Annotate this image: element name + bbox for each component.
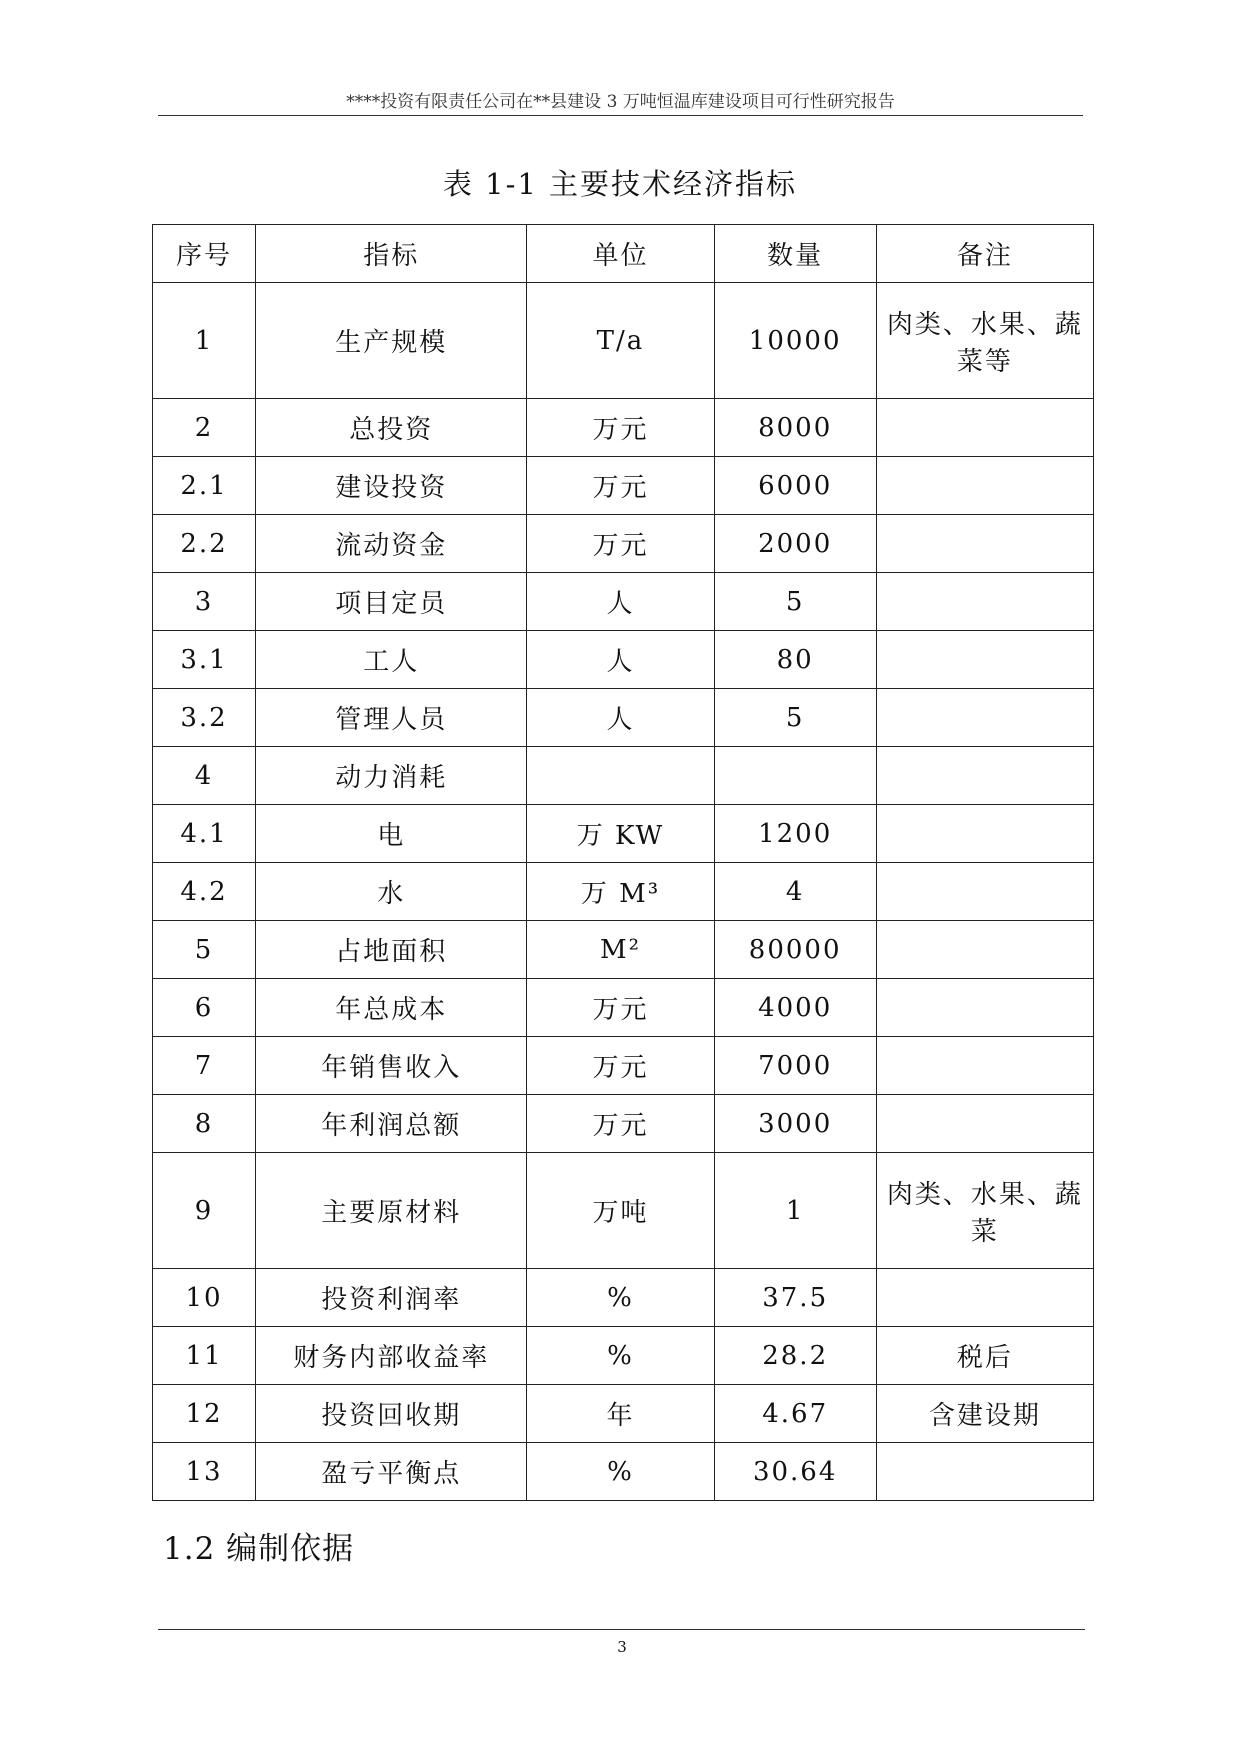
row-number-cell: 11 <box>153 1327 256 1385</box>
quantity-cell: 30.64 <box>714 1443 876 1501</box>
table-row <box>153 399 1094 457</box>
remark-cell <box>876 1269 1093 1327</box>
indicator-name-cell: 盈亏平衡点 <box>256 1443 527 1501</box>
unit-cell: T/a <box>527 283 714 399</box>
remark-cell <box>876 631 1093 689</box>
remark-cell: 税后 <box>876 1327 1093 1385</box>
row-number-cell: 4.1 <box>153 805 256 863</box>
unit-cell <box>527 747 714 805</box>
unit-cell: 万元 <box>527 515 714 573</box>
header-rule <box>158 115 1083 116</box>
indicator-name-cell: 财务内部收益率 <box>256 1327 527 1385</box>
row-number-cell: 3.1 <box>153 631 256 689</box>
row-number-cell: 12 <box>153 1385 256 1443</box>
remark-cell <box>876 805 1093 863</box>
unit-cell: 万元 <box>527 979 714 1037</box>
unit-cell: 人 <box>527 631 714 689</box>
quantity-cell: 4000 <box>714 979 876 1037</box>
column-header: 单位 <box>527 225 714 283</box>
quantity-cell: 4 <box>714 863 876 921</box>
table-row <box>153 921 1094 979</box>
row-number-cell: 13 <box>153 1443 256 1501</box>
page-number: 3 <box>617 1638 627 1656</box>
table-row <box>153 1385 1094 1443</box>
remark-cell <box>876 1095 1093 1153</box>
row-number-cell: 2.1 <box>153 457 256 515</box>
row-number-cell: 6 <box>153 979 256 1037</box>
indicator-name-cell: 动力消耗 <box>256 747 527 805</box>
table-row <box>153 283 1094 399</box>
row-number-cell: 3.2 <box>153 689 256 747</box>
quantity-cell <box>714 747 876 805</box>
row-number-cell: 5 <box>153 921 256 979</box>
remark-cell <box>876 689 1093 747</box>
table-row <box>153 1153 1094 1269</box>
remark-cell <box>876 1037 1093 1095</box>
remark-cell <box>876 979 1093 1037</box>
indicators-table <box>152 224 1094 1501</box>
unit-cell: 万元 <box>527 1095 714 1153</box>
row-number-cell: 4 <box>153 747 256 805</box>
remark-cell: 含建设期 <box>876 1385 1093 1443</box>
quantity-cell: 37.5 <box>714 1269 876 1327</box>
column-header: 序号 <box>153 225 256 283</box>
table-row <box>153 805 1094 863</box>
quantity-cell: 1 <box>714 1153 876 1269</box>
column-header: 数量 <box>714 225 876 283</box>
row-number-cell: 1 <box>153 283 256 399</box>
quantity-cell: 8000 <box>714 399 876 457</box>
running-header: ****投资有限责任公司在**县建设 3 万吨恒温库建设项目可行性研究报告 <box>346 92 895 112</box>
unit-cell: 万 M³ <box>527 863 714 921</box>
row-number-cell: 4.2 <box>153 863 256 921</box>
footer-rule <box>158 1629 1085 1630</box>
quantity-cell: 5 <box>714 689 876 747</box>
remark-cell <box>876 399 1093 457</box>
unit-cell: % <box>527 1269 714 1327</box>
unit-cell: 万元 <box>527 1037 714 1095</box>
quantity-cell: 28.2 <box>714 1327 876 1385</box>
quantity-cell: 4.67 <box>714 1385 876 1443</box>
table-row <box>153 631 1094 689</box>
table-row <box>153 1327 1094 1385</box>
unit-cell: % <box>527 1443 714 1501</box>
unit-cell: % <box>527 1327 714 1385</box>
quantity-cell: 1200 <box>714 805 876 863</box>
unit-cell: 万元 <box>527 399 714 457</box>
quantity-cell: 5 <box>714 573 876 631</box>
indicator-name-cell: 生产规模 <box>256 283 527 399</box>
indicator-name-cell: 水 <box>256 863 527 921</box>
indicator-name-cell: 流动资金 <box>256 515 527 573</box>
row-number-cell: 7 <box>153 1037 256 1095</box>
indicator-name-cell: 主要原材料 <box>256 1153 527 1269</box>
quantity-cell: 2000 <box>714 515 876 573</box>
table-row <box>153 979 1094 1037</box>
unit-cell: 人 <box>527 689 714 747</box>
quantity-cell: 10000 <box>714 283 876 399</box>
indicator-name-cell: 总投资 <box>256 399 527 457</box>
column-header: 备注 <box>876 225 1093 283</box>
indicator-name-cell: 建设投资 <box>256 457 527 515</box>
section-heading: 1.2 编制依据 <box>163 1531 355 1567</box>
table-row <box>153 1095 1094 1153</box>
quantity-cell: 6000 <box>714 457 876 515</box>
table-row <box>153 457 1094 515</box>
row-number-cell: 9 <box>153 1153 256 1269</box>
remark-cell <box>876 747 1093 805</box>
remark-cell <box>876 457 1093 515</box>
row-number-cell: 2.2 <box>153 515 256 573</box>
row-number-cell: 8 <box>153 1095 256 1153</box>
indicator-name-cell: 电 <box>256 805 527 863</box>
indicator-name-cell: 年销售收入 <box>256 1037 527 1095</box>
unit-cell: 万吨 <box>527 1153 714 1269</box>
remark-cell: 肉类、水果、蔬菜 <box>876 1153 1093 1269</box>
table-row <box>153 747 1094 805</box>
table-row <box>153 863 1094 921</box>
row-number-cell: 2 <box>153 399 256 457</box>
unit-cell: 人 <box>527 573 714 631</box>
indicator-name-cell: 工人 <box>256 631 527 689</box>
remark-cell <box>876 921 1093 979</box>
indicator-name-cell: 投资回收期 <box>256 1385 527 1443</box>
quantity-cell: 3000 <box>714 1095 876 1153</box>
indicator-name-cell: 投资利润率 <box>256 1269 527 1327</box>
indicator-name-cell: 管理人员 <box>256 689 527 747</box>
unit-cell: M² <box>527 921 714 979</box>
table-row <box>153 1269 1094 1327</box>
remark-cell <box>876 573 1093 631</box>
indicator-name-cell: 年利润总额 <box>256 1095 527 1153</box>
table-body <box>153 283 1094 1501</box>
row-number-cell: 10 <box>153 1269 256 1327</box>
unit-cell: 万 KW <box>527 805 714 863</box>
remark-cell <box>876 515 1093 573</box>
unit-cell: 万元 <box>527 457 714 515</box>
row-number-cell: 3 <box>153 573 256 631</box>
quantity-cell: 7000 <box>714 1037 876 1095</box>
indicator-name-cell: 年总成本 <box>256 979 527 1037</box>
table-caption: 表 1-1 主要技术经济指标 <box>442 167 798 201</box>
table-row <box>153 1037 1094 1095</box>
remark-cell <box>876 1443 1093 1501</box>
column-header: 指标 <box>256 225 527 283</box>
table-row <box>153 573 1094 631</box>
remark-cell <box>876 863 1093 921</box>
table-row <box>153 515 1094 573</box>
unit-cell: 年 <box>527 1385 714 1443</box>
quantity-cell: 80000 <box>714 921 876 979</box>
table-row <box>153 1443 1094 1501</box>
table-header-row <box>153 225 1094 283</box>
indicator-name-cell: 项目定员 <box>256 573 527 631</box>
remark-cell: 肉类、水果、蔬菜等 <box>876 283 1093 399</box>
indicator-name-cell: 占地面积 <box>256 921 527 979</box>
table-row <box>153 689 1094 747</box>
quantity-cell: 80 <box>714 631 876 689</box>
